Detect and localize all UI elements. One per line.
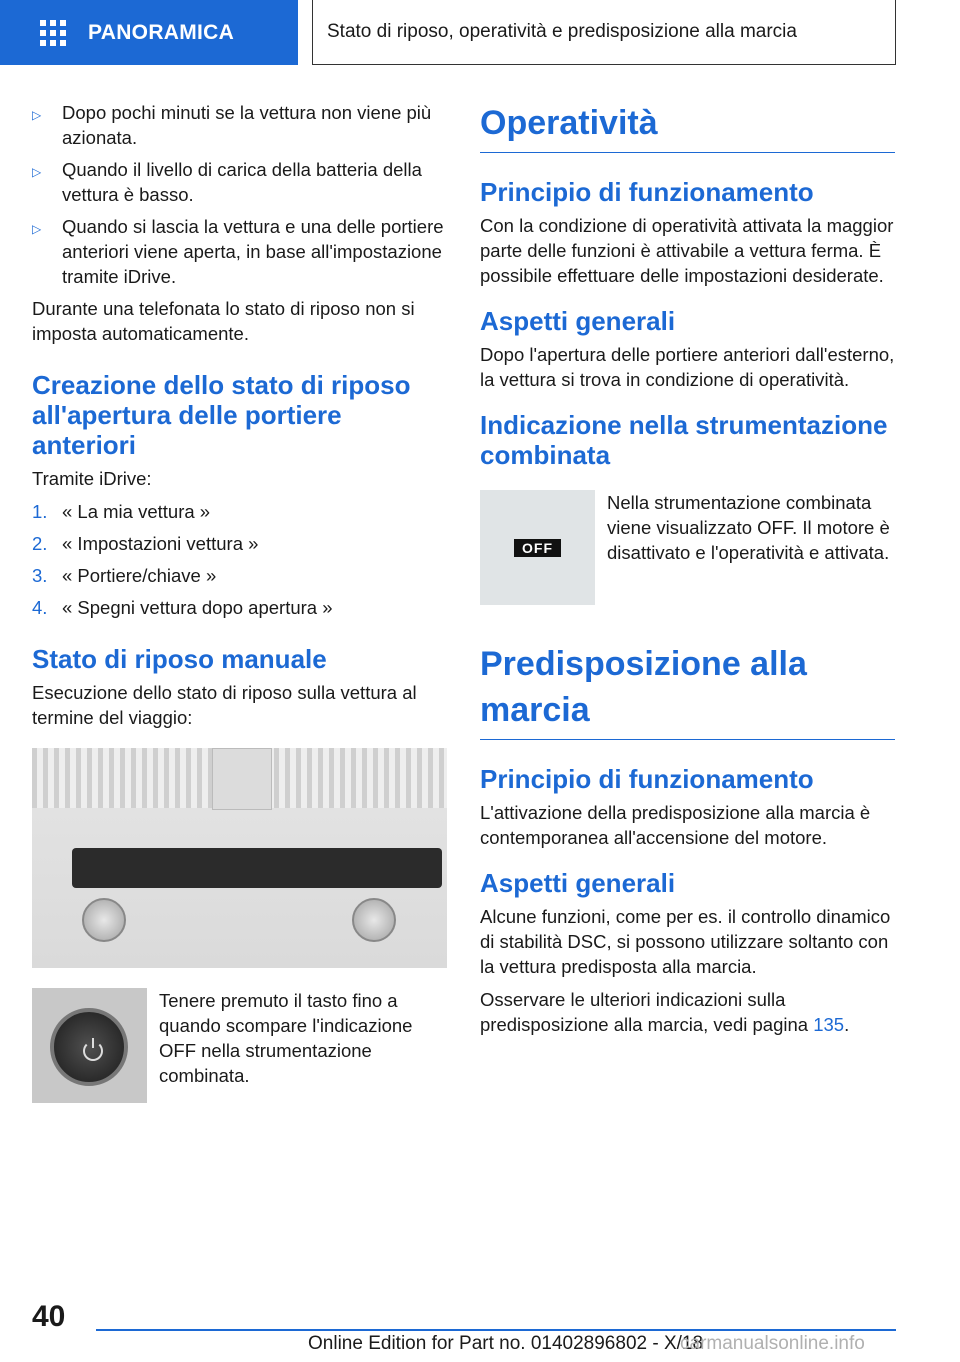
paragraph: L'attivazione della predisposizione alla marcia è contemporanea all'accensione del motore. [480,802,871,848]
off-badge: OFF [514,539,561,557]
page-link[interactable]: 135 [813,1014,845,1035]
step-item: 4. « Spegni vettura dopo apertura » [32,597,333,618]
paragraph: Dopo l'apertura delle portiere anteriori dall'esterno, la vettura si trova in condizione di operatività. [480,344,895,390]
heading-indicazione: Indicazione nella strumentazione combinata [480,410,888,470]
heading-aspetti: Aspetti generali [480,306,676,336]
idrive-label: Tramite iDrive: [32,468,152,489]
dashboard-image [32,748,447,968]
paragraph: Durante una telefonata lo stato di riposo non si imposta automaticamente. [32,298,415,344]
paragraph: Alcune funzioni, come per es. il controllo dinamico di stabilità DSC, si possono utilizzare soltanto con la vettura predisposta alla marcia. [480,906,891,977]
heading-manual-rest: Stato di riposo manuale [32,644,327,674]
step-item: 1. « La mia vettura » [32,501,211,522]
knob-text: Tenere premuto il tasto fino a quando scompare l'indicazione OFF nella strumentazione combinata. [159,990,413,1086]
step-item: 3. « Portiere/chiave » [32,565,217,586]
paragraph: Esecuzione dello stato di riposo sulla vettura al termine del viaggio: [32,682,417,728]
panoramica-button[interactable] [0,0,298,65]
step-item: 2. « Impostazioni vettura » [32,533,259,554]
section-title: Stato di riposo, operatività e predisposizione alla marcia [327,21,797,42]
left-knob-graphic [82,898,126,942]
hazard-button-graphic [212,748,272,810]
heading-aspetti: Aspetti generali [480,868,676,898]
radio-panel-graphic [72,848,442,888]
triangle-bullet-icon: ▷ [32,165,42,179]
right-knob-graphic [352,898,396,942]
edition-text: Online Edition for Part no. 01402896802 - X/18 [308,1333,704,1354]
heading-principio: Principio di funzionamento [480,764,814,794]
heading-auto-rest: Creazione dello stato di riposo all'apertura delle portiere anteriori [32,370,411,460]
triangle-bullet-icon: ▷ [32,108,42,122]
power-icon [83,1041,103,1061]
left-column [32,100,447,1103]
list-item: ▷ Quando si lascia la vettura e una delle portiere anteriori viene aperta, in base all'impostazione tramite iDrive. [32,216,444,287]
paragraph: Osservare le ulteriori indicazioni sulla predisposizione alla marcia, vedi pagina 135. [480,989,850,1035]
watermark: carmanualsonline.info [680,1333,865,1354]
grid-icon [40,20,66,46]
triangle-bullet-icon: ▷ [32,222,42,236]
heading-principio: Principio di funzionamento [480,177,814,207]
footer-divider [96,1329,896,1331]
page-number: 40 [32,1300,66,1333]
heading-operativita: Operatività [480,100,895,153]
knob-instruction [32,988,447,1103]
list-item: ▷ Dopo pochi minuti se la vettura non viene più azionata. [32,102,432,148]
power-knob-image [32,988,147,1103]
paragraph: Nella strumentazione combinata viene visualizzato OFF. Il motore è disattivato e l'operatività e attivata. [607,492,890,563]
heading-predisposizione: Predisposizione alla marcia [480,641,895,740]
panoramica-label: PANORAMICA [88,20,235,44]
knob-graphic [50,1008,128,1086]
section-title-box[interactable] [312,0,896,65]
list-item: ▷ Quando il livello di carica della batteria della vettura è basso. [32,159,422,205]
off-indicator-row [480,490,895,605]
paragraph: Con la condizione di operatività attivata la maggior parte delle funzioni è attivabile a vettura ferma. È possibile effettuare delle impostazioni desiderate. [480,215,894,286]
right-column [480,100,895,1037]
off-indicator-image [480,490,595,605]
